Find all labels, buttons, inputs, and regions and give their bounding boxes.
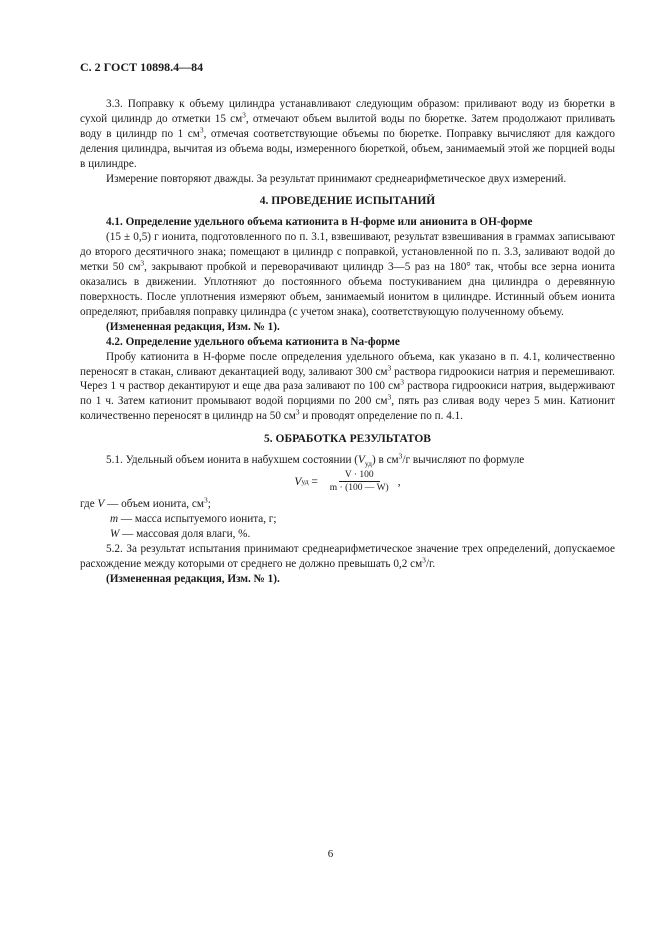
section-5-heading: 5. ОБРАБОТКА РЕЗУЛЬТАТОВ bbox=[264, 433, 431, 446]
subsection-4-2-title: 4.2. Определение удельного объема катионита в Na-форме bbox=[106, 335, 400, 348]
paragraph-4-2: Пробу катионита в Н-форме после определения удельного объема, как указано в п. 4.1, количественно переносят в стакан, сливают декантацией воду, заливают 300 $см^3$ раствора гидроокиси натрия и перемешивают. Через 1 ч раствор декантируют и еще два раза заливают по 100 $см^3$ раствора гидроокиси натрия, выдерживают по 1 ч. Затем катионит промывают водой порциями по 200 $см^3$, пять раз сливая воду через 5 мин. Катионит количественно переносят в цилиндр на 50 $см^3$ и проводят определение по п. 4.1. bbox=[80, 350, 615, 423]
formula-specific-volume: V уд = $\frac{V \cdot 100}{m \cdot (100 — W)}$ , bbox=[294, 470, 401, 494]
document-page bbox=[80, 60, 615, 586]
paragraph-3-3-repeat: Измерение повторяют дважды. За результат принимают среднеарифметическое двух измерений. bbox=[106, 172, 567, 185]
formula-legend bbox=[80, 497, 615, 542]
legend-v: где V — объем ионита, $см^3$; bbox=[80, 495, 211, 511]
legend-m: m — масса испытуемого ионита, г; bbox=[110, 512, 277, 525]
amendment-note-2: (Измененная редакция, Изм. № 1). bbox=[106, 572, 280, 585]
amendment-note-1: (Измененная редакция, Изм. № 1). bbox=[106, 320, 280, 333]
paragraph-3-3: 3.3. Поправку к объему цилиндра устанавливают следующим образом: приливают воду из бюретки в сухой цилиндр до отметки 15 $см^3$, отмечают объем вылитой воды по бюретке. Затем продолжают приливать воду в цилиндр по 1 $см^3$, отмечая соответствующие объемы по бюретке. Поправку вычисляют для каждого деления цилиндра, вычитая из объема воды, измеренного бюреткой, объем, занимаемый этой же порцией воды в цилиндре. bbox=[80, 98, 616, 170]
page-number: 6 bbox=[327, 848, 334, 860]
paragraph-5-1: 5.1. Удельный объем ионита в набухшем состоянии $(V_{уд})$ в $см^3/г$ вычисляют по формуле bbox=[106, 451, 525, 469]
formula-numerator: V · 100 bbox=[339, 470, 380, 482]
page-header: С. 2 ГОСТ 10898.4—84 bbox=[80, 60, 204, 74]
section-4-heading: 4. ПРОВЕДЕНИЕ ИСПЫТАНИЙ bbox=[259, 195, 436, 208]
paragraph-4-1: (15 ± 0,5) г ионита, подготовленного по п. 3.1, взвешивают, результат взвешивания в граммах записывают до второго десятичного знака; помещают в цилиндр с поправкой, установленной по п. 3.3, заливают водой до метки 50 $см^3$, закрывают пробкой и переворачивают цилиндр 3—5 раз на 180° так, чтобы все зерна ионита оказались в движении. Уплотняют до постоянного объема постукиванием дна цилиндра о деревянную поверхность. После уплотнения измеряют объем, занимаемый ионитом в цилиндре. Истинный объем ионита определяют, прибавляя поправку цилиндра (с учетом знака), соответствующую полученному объему. bbox=[80, 231, 615, 318]
formula-fraction bbox=[324, 470, 395, 493]
legend-w: W — массовая доля влаги, %. bbox=[110, 527, 251, 540]
formula-denominator: m · (100 — W) bbox=[329, 483, 389, 494]
subsection-4-1-title: 4.1. Определение удельного объема катионита в Н-форме или анионита в ОН-форме bbox=[106, 216, 533, 229]
paragraph-5-2: 5.2. За результат испытания принимают среднеарифметическое значение трех определений, допускаемое расхождение между которыми от среднего не должно превышать 0,2 $см^3/г$. bbox=[80, 542, 615, 570]
